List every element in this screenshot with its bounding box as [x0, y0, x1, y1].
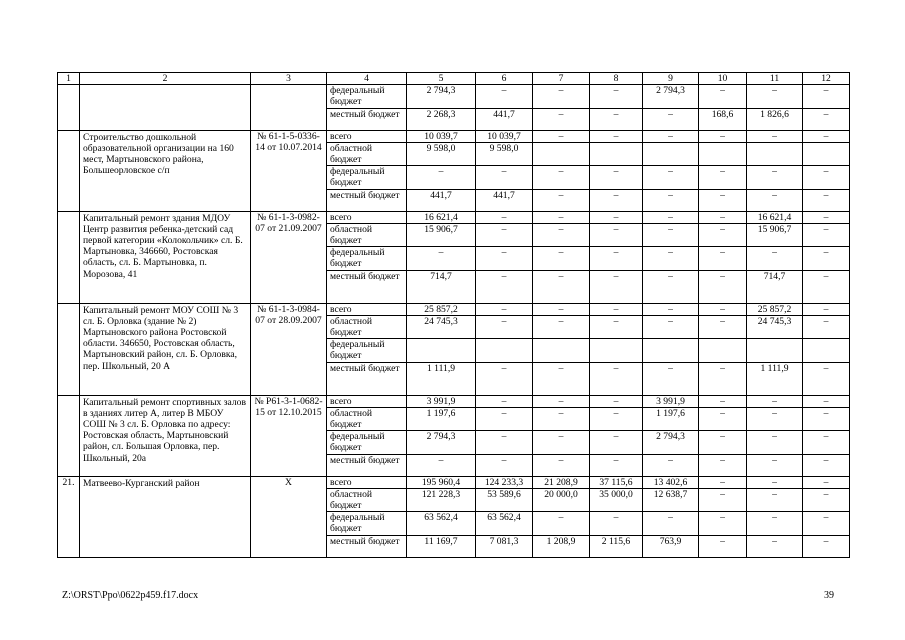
amount-cell: 1 197,6	[643, 407, 699, 430]
budget-type: федеральный бюджет	[327, 85, 407, 108]
amount-cell: –	[476, 247, 533, 270]
amount-cell: –	[747, 85, 803, 108]
amount-cell: –	[699, 431, 747, 454]
amount-cell: –	[590, 247, 643, 270]
amount-cell: –	[590, 189, 643, 211]
amount-cell: 24 745,3	[407, 315, 476, 338]
row-number	[58, 395, 80, 476]
budget-type: областной бюджет	[327, 315, 407, 338]
amount-cell: –	[699, 488, 747, 511]
amount-cell: –	[590, 512, 643, 535]
budget-type: всего	[327, 303, 407, 315]
amount-cell: –	[699, 211, 747, 223]
amount-cell: –	[590, 130, 643, 142]
amount-cell: –	[533, 395, 590, 407]
header-cell: 7	[533, 73, 590, 85]
header-cell: 6	[476, 73, 533, 85]
amount-cell: –	[533, 362, 590, 395]
amount-cell: 168,6	[699, 108, 747, 130]
amount-cell: 16 621,4	[407, 211, 476, 223]
amount-cell: –	[533, 130, 590, 142]
amount-cell	[407, 339, 476, 362]
amount-cell: –	[533, 454, 590, 476]
amount-cell: –	[476, 85, 533, 108]
header-cell: 11	[747, 73, 803, 85]
amount-cell	[643, 142, 699, 165]
amount-cell: 124 233,3	[476, 476, 533, 488]
amount-cell: 53 589,6	[476, 488, 533, 511]
amount-cell: –	[533, 247, 590, 270]
amount-cell: 441,7	[407, 189, 476, 211]
budget-type: всего	[327, 395, 407, 407]
budget-type: местный бюджет	[327, 535, 407, 557]
amount-cell: –	[803, 166, 850, 189]
budget-type: федеральный бюджет	[327, 431, 407, 454]
amount-cell: –	[533, 270, 590, 303]
amount-cell: –	[699, 407, 747, 430]
amount-cell: –	[643, 362, 699, 395]
object-description: Матвеево-Курганский район	[80, 476, 251, 557]
row-number	[58, 211, 80, 303]
object-description	[80, 85, 251, 130]
amount-cell: –	[803, 247, 850, 270]
row-number	[58, 303, 80, 395]
amount-cell: –	[699, 535, 747, 557]
amount-cell: 11 169,7	[407, 535, 476, 557]
amount-cell: –	[747, 476, 803, 488]
amount-cell: –	[803, 189, 850, 211]
amount-cell: –	[643, 454, 699, 476]
amount-cell: –	[699, 189, 747, 211]
amount-cell: 763,9	[643, 535, 699, 557]
budget-type: областной бюджет	[327, 142, 407, 165]
amount-cell: –	[590, 395, 643, 407]
object-description: Капитальный ремонт МОУ СОШ № 3 сл. Б. Орловка (здание № 2) Мартыновского района Ростовской области. 346650, Ростовская область, Мартыновский район, сл. Б. Орловка, пер. Школьный, 20 А	[80, 303, 251, 395]
table-row	[58, 211, 850, 223]
amount-cell: –	[747, 431, 803, 454]
amount-cell: –	[533, 189, 590, 211]
header-cell: 10	[699, 73, 747, 85]
amount-cell: –	[699, 166, 747, 189]
amount-cell: 2 794,3	[407, 85, 476, 108]
amount-cell: 15 906,7	[407, 223, 476, 246]
amount-cell: 1 208,9	[533, 535, 590, 557]
budget-type: местный бюджет	[327, 362, 407, 395]
amount-cell: –	[803, 130, 850, 142]
amount-cell: –	[803, 395, 850, 407]
amount-cell: –	[533, 431, 590, 454]
amount-cell	[699, 339, 747, 362]
amount-cell: –	[476, 395, 533, 407]
header-row	[58, 73, 850, 85]
amount-cell: –	[643, 130, 699, 142]
amount-cell: 714,7	[407, 270, 476, 303]
header-cell: 3	[251, 73, 327, 85]
amount-cell: –	[590, 303, 643, 315]
amount-cell: 9 598,0	[407, 142, 476, 165]
registration-info: № Р61-3-1-0682-15 от 12.10.2015	[251, 395, 327, 476]
amount-cell: –	[803, 535, 850, 557]
amount-cell: 441,7	[476, 189, 533, 211]
amount-cell: 63 562,4	[476, 512, 533, 535]
amount-cell: –	[590, 223, 643, 246]
amount-cell: –	[803, 362, 850, 395]
amount-cell: 24 745,3	[747, 315, 803, 338]
amount-cell: –	[803, 431, 850, 454]
amount-cell: –	[699, 362, 747, 395]
amount-cell: –	[747, 166, 803, 189]
amount-cell	[590, 142, 643, 165]
amount-cell	[590, 339, 643, 362]
amount-cell: –	[476, 303, 533, 315]
amount-cell: –	[699, 270, 747, 303]
amount-cell: –	[476, 407, 533, 430]
amount-cell	[747, 339, 803, 362]
object-description: Капитальный ремонт здания МДОУ Центр развития ребенка-детский сад первой категории «Колокольчик» сл. Б. Мартыновка, 346660, Ростовская область, сл. Б. Мартыновка, п. Морозова, 41	[80, 211, 251, 303]
amount-cell: –	[590, 362, 643, 395]
amount-cell: 13 402,6	[643, 476, 699, 488]
amount-cell: 10 039,7	[476, 130, 533, 142]
amount-cell: –	[699, 303, 747, 315]
amount-cell	[747, 142, 803, 165]
amount-cell: –	[476, 431, 533, 454]
row-number	[58, 85, 80, 130]
table-row	[58, 85, 850, 108]
amount-cell: –	[533, 211, 590, 223]
amount-cell: –	[533, 512, 590, 535]
registration-info: № 61-1-3-0984-07 от 28.09.2007	[251, 303, 327, 395]
amount-cell: 1 111,9	[407, 362, 476, 395]
budget-type: всего	[327, 211, 407, 223]
amount-cell: –	[590, 407, 643, 430]
amount-cell: 1 826,6	[747, 108, 803, 130]
amount-cell: –	[803, 223, 850, 246]
table-row	[58, 395, 850, 407]
amount-cell: –	[643, 223, 699, 246]
budget-type: всего	[327, 476, 407, 488]
budget-type: федеральный бюджет	[327, 247, 407, 270]
amount-cell: –	[803, 512, 850, 535]
amount-cell: –	[747, 189, 803, 211]
amount-cell: –	[476, 166, 533, 189]
amount-cell: –	[407, 166, 476, 189]
amount-cell: 20 000,0	[533, 488, 590, 511]
amount-cell: –	[747, 488, 803, 511]
amount-cell: –	[803, 488, 850, 511]
amount-cell: –	[533, 315, 590, 338]
header-cell: 8	[590, 73, 643, 85]
amount-cell: –	[747, 407, 803, 430]
amount-cell: –	[590, 108, 643, 130]
amount-cell: –	[407, 247, 476, 270]
amount-cell: 1 111,9	[747, 362, 803, 395]
budget-type: местный бюджет	[327, 189, 407, 211]
amount-cell: –	[803, 407, 850, 430]
amount-cell: –	[643, 189, 699, 211]
amount-cell: 16 621,4	[747, 211, 803, 223]
amount-cell: 12 638,7	[643, 488, 699, 511]
amount-cell: 2 794,3	[643, 431, 699, 454]
budget-type: федеральный бюджет	[327, 512, 407, 535]
amount-cell: –	[643, 108, 699, 130]
amount-cell: –	[533, 303, 590, 315]
header-cell: 4	[327, 73, 407, 85]
amount-cell: 10 039,7	[407, 130, 476, 142]
table-row	[58, 130, 850, 142]
amount-cell: 3 991,9	[407, 395, 476, 407]
budget-type: областной бюджет	[327, 407, 407, 430]
amount-cell	[533, 142, 590, 165]
header-cell: 5	[407, 73, 476, 85]
amount-cell: –	[803, 108, 850, 130]
amount-cell: –	[803, 315, 850, 338]
amount-cell: –	[643, 166, 699, 189]
budget-type: местный бюджет	[327, 270, 407, 303]
header-cell: 9	[643, 73, 699, 85]
table-row	[58, 476, 850, 488]
amount-cell: –	[643, 211, 699, 223]
amount-cell: –	[476, 362, 533, 395]
budget-type: федеральный бюджет	[327, 166, 407, 189]
amount-cell: 9 598,0	[476, 142, 533, 165]
amount-cell: –	[643, 315, 699, 338]
amount-cell: –	[747, 512, 803, 535]
amount-cell: –	[476, 454, 533, 476]
amount-cell: –	[590, 270, 643, 303]
object-description: Строительство дошкольной образовательной организации на 160 мест, Мартыновского района, Большеорловское с/п	[80, 130, 251, 211]
amount-cell: –	[803, 476, 850, 488]
amount-cell: 2 794,3	[407, 431, 476, 454]
amount-cell: 15 906,7	[747, 223, 803, 246]
amount-cell: –	[699, 85, 747, 108]
amount-cell: 121 228,3	[407, 488, 476, 511]
amount-cell: 37 115,6	[590, 476, 643, 488]
amount-cell: –	[476, 211, 533, 223]
amount-cell: 2 268,3	[407, 108, 476, 130]
budget-type: местный бюджет	[327, 108, 407, 130]
amount-cell: –	[533, 166, 590, 189]
amount-cell	[476, 339, 533, 362]
registration-info: № 61-1-5-0336-14 от 10.07.2014	[251, 130, 327, 211]
amount-cell: 35 000,0	[590, 488, 643, 511]
amount-cell: –	[803, 270, 850, 303]
budget-type: областной бюджет	[327, 223, 407, 246]
amount-cell: 1 197,6	[407, 407, 476, 430]
amount-cell: –	[803, 85, 850, 108]
amount-cell: –	[476, 270, 533, 303]
object-description: Капитальный ремонт спортивных залов в зданиях литер А, литер В МБОУ СОШ № 3 сл. Б. Орловка по адресу: Ростовская область, Мартыновский район, сл. Большая Орловка, пер. Школьный, 20а	[80, 395, 251, 476]
amount-cell: 63 562,4	[407, 512, 476, 535]
amount-cell: –	[747, 395, 803, 407]
amount-cell: 2 115,6	[590, 535, 643, 557]
amount-cell: –	[590, 431, 643, 454]
amount-cell: –	[747, 535, 803, 557]
amount-cell: –	[590, 211, 643, 223]
amount-cell: 25 857,2	[747, 303, 803, 315]
budget-type: федеральный бюджет	[327, 339, 407, 362]
amount-cell: –	[803, 211, 850, 223]
amount-cell: –	[590, 315, 643, 338]
program-table	[57, 72, 850, 558]
amount-cell: –	[643, 247, 699, 270]
amount-cell: –	[699, 223, 747, 246]
amount-cell: –	[476, 315, 533, 338]
amount-cell: –	[533, 85, 590, 108]
amount-cell: –	[803, 454, 850, 476]
amount-cell: –	[533, 407, 590, 430]
amount-cell: –	[533, 108, 590, 130]
amount-cell	[699, 142, 747, 165]
amount-cell	[803, 339, 850, 362]
row-number: 21.	[58, 476, 80, 557]
budget-type: местный бюджет	[327, 454, 407, 476]
amount-cell: –	[590, 166, 643, 189]
amount-cell: 3 991,9	[643, 395, 699, 407]
amount-cell: –	[643, 270, 699, 303]
amount-cell: –	[699, 476, 747, 488]
amount-cell: 25 857,2	[407, 303, 476, 315]
registration-info	[251, 85, 327, 130]
header-cell: 1	[58, 73, 80, 85]
amount-cell: –	[407, 454, 476, 476]
amount-cell	[803, 142, 850, 165]
amount-cell	[643, 339, 699, 362]
amount-cell: –	[803, 303, 850, 315]
amount-cell: –	[590, 454, 643, 476]
amount-cell: –	[747, 454, 803, 476]
registration-info: № 61-1-3-0982-07 от 21.09.2007	[251, 211, 327, 303]
amount-cell: –	[643, 512, 699, 535]
header-cell: 12	[803, 73, 850, 85]
registration-info: Х	[251, 476, 327, 557]
amount-cell: –	[699, 454, 747, 476]
amount-cell: –	[643, 303, 699, 315]
amount-cell: –	[699, 247, 747, 270]
footer-file-path: Z:\ORST\Ppo\0622p459.f17.docx	[62, 590, 199, 601]
table-row	[58, 303, 850, 315]
amount-cell: –	[747, 247, 803, 270]
amount-cell	[533, 339, 590, 362]
header-cell: 2	[80, 73, 251, 85]
amount-cell: –	[590, 85, 643, 108]
row-number	[58, 130, 80, 211]
amount-cell: –	[699, 512, 747, 535]
amount-cell: –	[699, 395, 747, 407]
amount-cell: 195 960,4	[407, 476, 476, 488]
amount-cell: 21 208,9	[533, 476, 590, 488]
amount-cell: –	[699, 315, 747, 338]
amount-cell: 714,7	[747, 270, 803, 303]
budget-type: всего	[327, 130, 407, 142]
amount-cell: –	[476, 223, 533, 246]
budget-type: областной бюджет	[327, 488, 407, 511]
amount-cell: 7 081,3	[476, 535, 533, 557]
amount-cell: –	[699, 130, 747, 142]
page-number: 39	[824, 590, 834, 601]
amount-cell: –	[533, 223, 590, 246]
amount-cell: –	[747, 130, 803, 142]
amount-cell: 441,7	[476, 108, 533, 130]
amount-cell: 2 794,3	[643, 85, 699, 108]
